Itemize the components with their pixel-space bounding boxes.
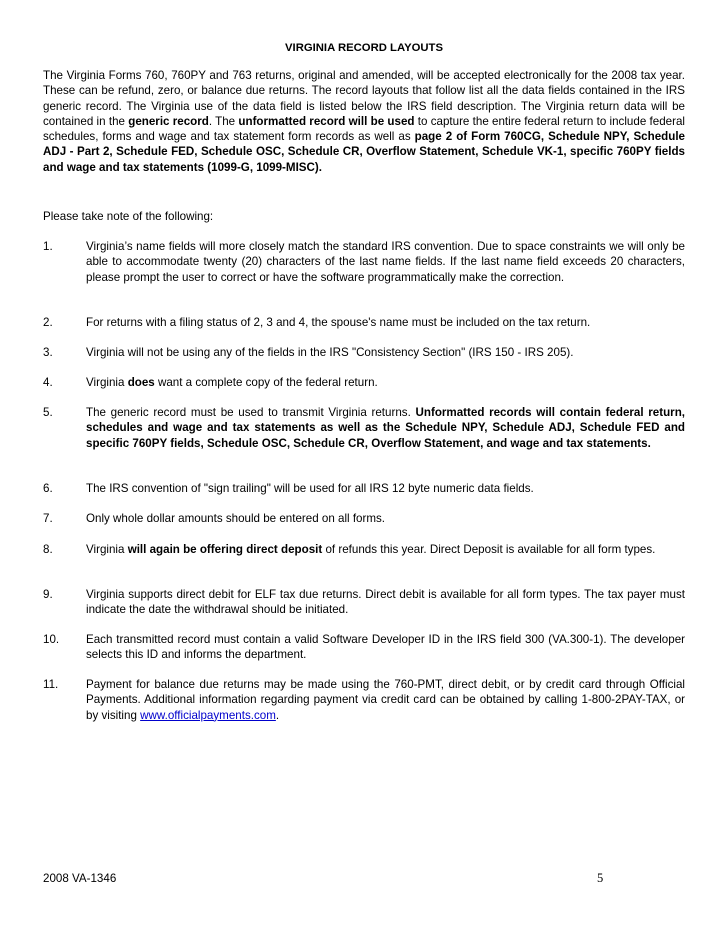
item-text-part: Each transmitted record must contain a valid Software Developer ID in the IRS field 300 (VA.300-1). The developer selects this ID and informs the department. [86,633,685,662]
intro-text-2: . The [208,114,239,128]
item-text [86,511,685,526]
item-text [86,405,685,451]
item-text [86,239,685,285]
item-text-part: Payment for balance due returns may be made using the 760-PMT, direct debit, or by credit card through Official Payments. Additional information regarding payment via credit card can be obtained by calling 1-800-2PAY-TAX, or by visiting [86,678,685,722]
item-bold-part: does [127,376,155,389]
item-text-part: Virginia [86,543,128,556]
item-text-part: Virginia [86,376,128,389]
page-number: 5 [597,871,604,885]
item-number: 3. [43,346,53,359]
item-text [86,542,685,557]
item-number: 11. [43,678,59,691]
intro-text-3: to capture the entire federal return to include federal schedules, forms and wage and tax statement form records as well as [43,114,685,144]
item-text-part: of refunds this year. Direct Deposit is available for all form types. [322,543,656,556]
item-bold-part: Unformatted records will contain federal return, schedules and wage and tax statements as well as the Schedule NPY, Schedule ADJ, Schedule FED and specific 760PY fields, Schedule OSC, Schedule CR, Overflow Statement, and wage and tax statements. [86,406,685,450]
item-number: 2. [43,316,53,329]
item-text [86,481,685,496]
official-payments-link[interactable]: www.officialpayments.com [140,708,276,722]
item-text [86,677,685,723]
item-text-part: The generic record must be used to transmit Virginia returns. [86,406,416,419]
item-number: 9. [43,588,53,601]
item-number: 6. [43,482,53,495]
item-number: 5. [43,406,53,419]
item-text-part: want a complete copy of the federal return. [154,376,378,389]
item-text [86,632,685,663]
item-text-part: Virginia’s name fields will more closely match the standard IRS convention. Due to space constraints we will only be able to accommodate twenty (20) characters of the last name fields. If the last name field exceeds 20 characters, please prompt the user to correct or have the software programmatically make the correction. [86,240,685,284]
item-text [86,345,685,360]
item-number: 7. [43,512,53,525]
intro-text-1: The Virginia Forms 760, 760PY and 763 returns, original and amended, will be accepted electronically for the 2008 tax year. These can be refund, zero, or balance due returns. The record layouts that follow list all the data fields contained in the IRS generic record. The Virginia use of the data field is listed below the IRS field description. The Virginia return data will be contained in the [43,69,685,128]
item-number: 10. [43,633,60,646]
note-heading: Please take note of the following: [43,210,214,223]
item-text [86,315,685,330]
item-text-part: Only whole dollar amounts should be entered on all forms. [86,512,386,525]
item-number: 1. [43,240,53,253]
intro-paragraph [43,68,685,175]
page-title: VIRGINIA RECORD LAYOUTS [285,42,443,54]
item-text-part: The IRS convention of "sign trailing" will be used for all IRS 12 byte numeric data fields. [86,482,534,495]
item-text-part: For returns with a filing status of 2, 3 and 4, the spouse's name must be included on the tax return. [86,316,591,329]
intro-bold-3: page 2 of Form 760CG, Schedule NPY, Schedule ADJ - Part 2, Schedule FED, Schedule OSC, Schedule CR, Overflow Statement, Schedule VK-1, specific 760PY fields and wage and tax statements (1099-G, 1099-MISC). [43,130,685,174]
item-number: 4. [43,376,53,389]
item-number: 8. [43,543,53,556]
item-text [86,375,685,390]
footer-document-id: 2008 VA-1346 [43,872,117,885]
item-text-part: Virginia will not be using any of the fields in the IRS "Consistency Section" (IRS 150 - IRS 205). [86,346,574,359]
item-text-part: . [275,708,280,722]
intro-bold-1: generic record [128,114,209,128]
item-bold-part: will again be offering direct deposit [127,543,323,556]
intro-bold-2: unformatted record will be used [238,114,415,128]
item-text [86,587,685,618]
item-text-part: Virginia supports direct debit for ELF tax due returns. Direct debit is available for all form types. The tax payer must indicate the date the withdrawal should be initiated. [86,588,685,617]
